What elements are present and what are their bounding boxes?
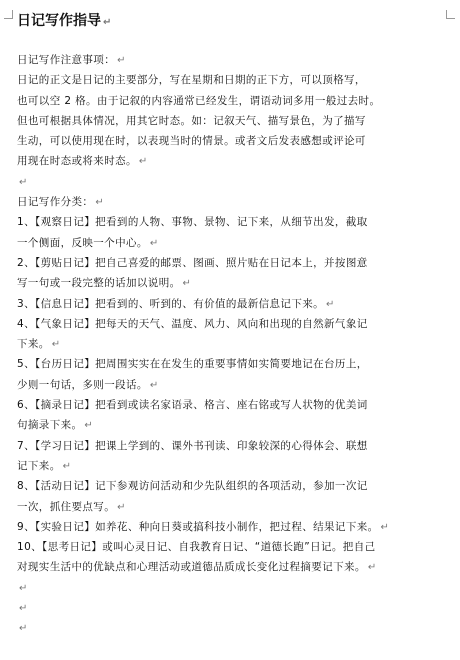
text-line	[17, 497, 445, 517]
line-text: 写一句或一段完整的话加以说明。	[17, 277, 181, 290]
text-line	[17, 131, 445, 151]
text-line	[17, 314, 445, 334]
line-text: 生动，可以使用现在时，以表现当时的情景。或者文后发表感想或评论可	[17, 135, 366, 148]
text-line	[17, 476, 445, 496]
empty-line	[17, 172, 445, 192]
text-line	[17, 456, 445, 476]
text-line	[17, 436, 445, 456]
paragraph-mark-icon: ↵	[62, 460, 71, 472]
text-line	[17, 192, 445, 212]
paragraph-mark-icon: ↵	[19, 603, 28, 615]
line-text: 10、【思考日记】或叫心灵日记、自我教育日记、“道德长跑”日记。把自己	[17, 541, 376, 554]
text-line	[17, 415, 445, 435]
paragraph-mark-icon: ↵	[103, 17, 112, 28]
line-text: 日记写作分类：	[17, 196, 94, 209]
paragraph-mark-icon: ↵	[95, 197, 104, 209]
line-text: 1、【观察日记】把看到的人物、事物、景物、记下来，从细节出发，截取	[17, 216, 368, 229]
document-title[interactable]	[17, 12, 111, 32]
text-line	[17, 273, 445, 293]
text-line	[17, 294, 445, 314]
line-text: 对现实生活中的优缺点和心理活动或道德品质成长变化过程摘要记下来。	[17, 561, 366, 574]
text-line	[17, 212, 445, 232]
paragraph-mark-icon: ↵	[138, 156, 148, 168]
line-text: 下来。	[17, 338, 50, 351]
paragraph-mark-icon: ↵	[19, 176, 28, 188]
text-line	[17, 91, 445, 111]
line-text: 记下来。	[17, 459, 61, 472]
line-text: 日记写作注意事项：	[17, 54, 116, 66]
line-text: 8、【活动日记】记下参观访问活动和少先队组织的各项活动，参加一次记	[17, 480, 368, 493]
text-line	[17, 334, 445, 354]
paragraph-mark-icon: ↵	[84, 420, 93, 432]
text-line	[17, 70, 445, 90]
text-line	[17, 233, 445, 253]
empty-line	[17, 578, 445, 598]
page-corner-marker-right	[446, 10, 455, 19]
paragraph-mark-icon: ↵	[326, 298, 335, 310]
text-line	[17, 557, 445, 577]
text-line	[17, 354, 445, 374]
line-text: 3、【信息日记】把看到的、听到的、有价值的最新信息记下来。	[17, 297, 325, 310]
paragraph-mark-icon: ↵	[117, 501, 126, 513]
title-text: 日记写作指导	[17, 13, 101, 29]
text-line	[17, 375, 445, 395]
document-body[interactable]	[17, 50, 445, 639]
paragraph-mark-icon: ↵	[51, 339, 61, 351]
line-text: 但也可根据具体情况，用其它时态。如：记叙天气、描写景色，为了描写	[17, 114, 366, 127]
paragraph-mark-icon: ↵	[182, 278, 191, 290]
line-text: 4、【气象日记】把每天的天气、温度、风力、风向和出现的自然新气象记	[17, 317, 368, 330]
line-text: 7、【学习日记】把课上学到的、课外书刊读、印象较深的心得体会、联想	[17, 439, 368, 452]
text-line	[17, 111, 445, 131]
text-line	[17, 151, 445, 171]
paragraph-mark-icon: ↵	[149, 237, 159, 249]
paragraph-mark-icon: ↵	[19, 623, 28, 635]
text-line	[17, 395, 445, 415]
line-text: 2、【剪贴日记】把自己喜爱的邮票、图画、照片贴在日记本上，并按图意	[17, 256, 368, 269]
line-text: 也可以空 2 格。由于记叙的内容通常已经发生，谓语动词多用一般过去时。	[17, 94, 381, 107]
line-text: 一个侧面，反映一个中心。	[17, 236, 148, 249]
paragraph-mark-icon: ↵	[367, 562, 377, 574]
paragraph-mark-icon: ↵	[117, 55, 126, 66]
line-text: 少则一句话，多则一段话。	[17, 378, 148, 391]
paragraph-mark-icon: ↵	[19, 582, 28, 594]
line-text: 用现在时态或将来时态。	[17, 155, 137, 168]
line-text: 5、【台历日记】把周围实实在在发生的重要事情如实简要地记在台历上，	[17, 358, 368, 371]
paragraph-mark-icon: ↵	[149, 379, 159, 391]
empty-line	[17, 598, 445, 618]
paragraph-mark-icon: ↵	[380, 521, 389, 533]
page-corner-marker-left	[4, 10, 13, 19]
line-text: 9、【实验日记】如养花、种向日葵或搞科技小制作，把过程、结果记下来。	[17, 520, 379, 533]
line-text: 句摘录下来。	[17, 419, 83, 432]
text-line	[17, 537, 445, 557]
text-line	[17, 517, 445, 537]
line-text: 一次，抓住要点写。	[17, 500, 116, 513]
line-text: 6、【摘录日记】把看到或读名家语录、格言、座右铭或写人状物的优美词	[17, 399, 368, 412]
line-text: 日记的正文是日记的主要部分，写在星期和日期的正下方，可以顶格写，	[17, 74, 366, 87]
text-line	[17, 253, 445, 273]
text-line	[17, 50, 445, 70]
empty-line	[17, 618, 445, 638]
